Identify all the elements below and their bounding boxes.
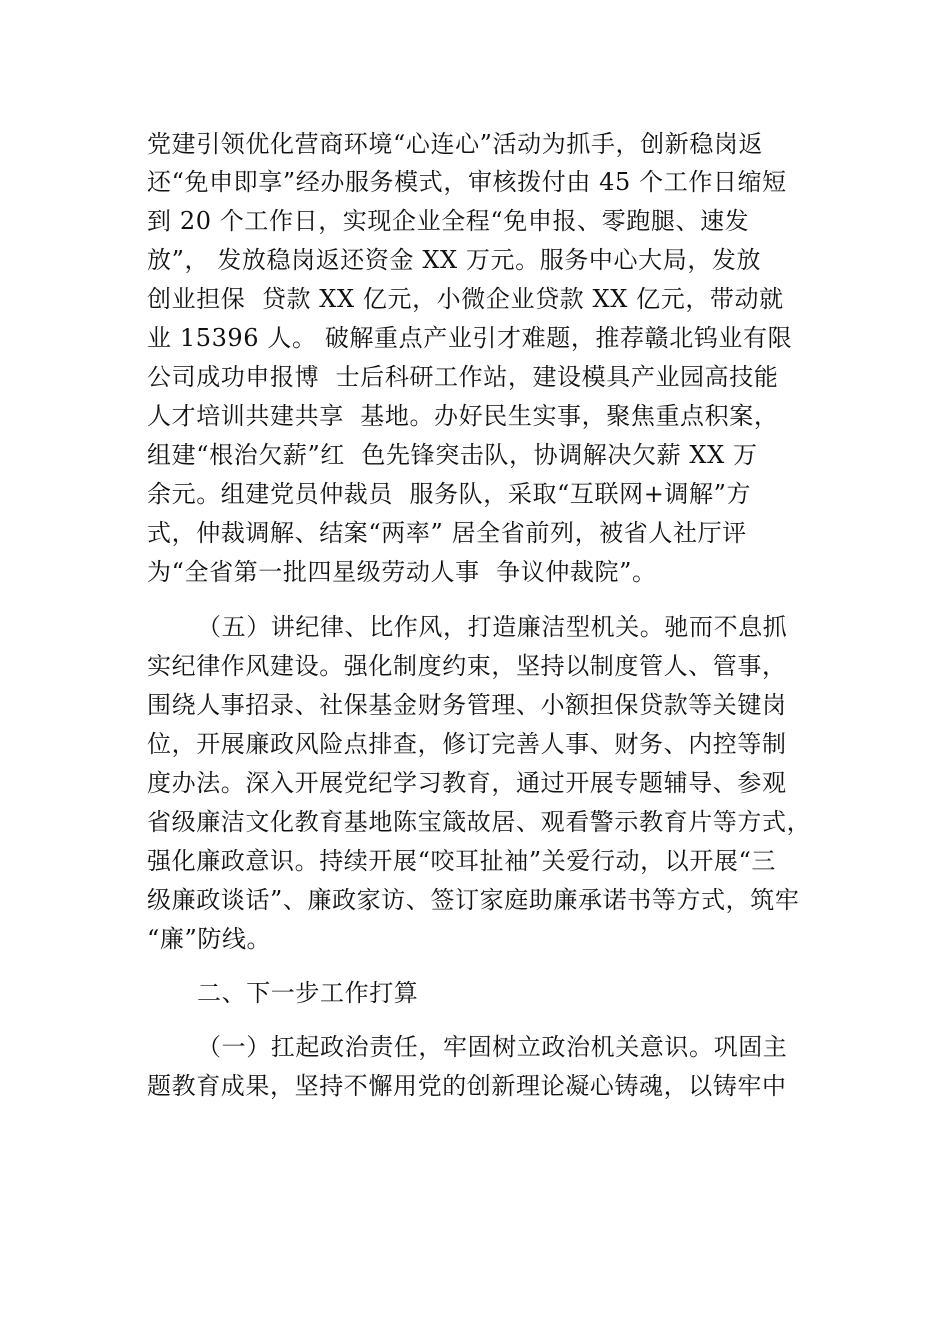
text-line: 题教育成果，坚持不懈用党的创新理论凝心铸魂，以铸牢中 xyxy=(147,1072,787,1100)
text-line: 人才培训共建共享 基地。办好民生实事，聚焦重点积案， xyxy=(147,402,779,430)
text-line: 级廉政谈话”、廉政家访、签订家庭助廉承诺书等方式，筑牢 xyxy=(147,886,800,914)
text-line: 党建引领优化营商环境“心连心”活动为抓手，创新稳岗返 xyxy=(147,130,764,158)
text-line: 省级廉洁文化教育基地陈宝箴故居、观看警示教育片等方式， xyxy=(147,808,812,836)
text-line: 到 20 个工作日，实现企业全程“免申报、零跑腿、速发 xyxy=(147,207,750,235)
text-line: 还“免申即享”经办服务模式，审核拨付由 45 个工作日缩短 xyxy=(147,168,787,196)
text-line: 放”， 发放稳岗返还资金 XX 万元。服务中心大局，发放 xyxy=(147,246,762,274)
text-line: 实纪律作风建设。强化制度约束，坚持以制度管人、管事， xyxy=(147,652,787,680)
text-line: 式，仲裁调解、结案“两率” 居全省前列，被省人社厅评 xyxy=(147,519,747,547)
text-line: 位，开展廉政风险点排查，修订完善人事、财务、内控等制 xyxy=(147,730,787,758)
text-line: “廉”防线。 xyxy=(147,925,272,953)
text-line: 创业担保 贷款 XX 亿元，小微企业贷款 XX 亿元，带动就 xyxy=(147,285,784,313)
text-line: 业 15396 人。 破解重点产业引才难题，推荐赣北钨业有限 xyxy=(147,324,793,352)
section-heading-next-steps: 二、下一步工作打算 xyxy=(197,979,419,1007)
text-line: 强化廉政意识。持续开展“咬耳扯袖”关爱行动，以开展“三 xyxy=(147,847,777,875)
text-line: 围绕人事招录、社保基金财务管理、小额担保贷款等关键岗 xyxy=(147,691,787,719)
text-line: 组建“根治欠薪”红 色先锋突击队，协调解决欠薪 XX 万 xyxy=(147,441,758,469)
subsection-heading-one: （一）扛起政治责任，牢固树立政治机关意识。巩固主 xyxy=(197,1033,788,1061)
text-line: 余元。组建党员仲裁员 服务队，采取“互联网+调解”方 xyxy=(147,480,752,508)
section-heading-five: （五）讲纪律、比作风，打造廉洁型机关。驰而不息抓 xyxy=(197,613,788,641)
text-line: 度办法。深入开展党纪学习教育，通过开展专题辅导、参观 xyxy=(147,769,787,797)
text-line: 公司成功申报博 士后科研工作站，建设模具产业园高技能 xyxy=(147,363,779,391)
text-line: 为“全省第一批四星级劳动人事 争议仲裁院”。 xyxy=(147,558,657,586)
